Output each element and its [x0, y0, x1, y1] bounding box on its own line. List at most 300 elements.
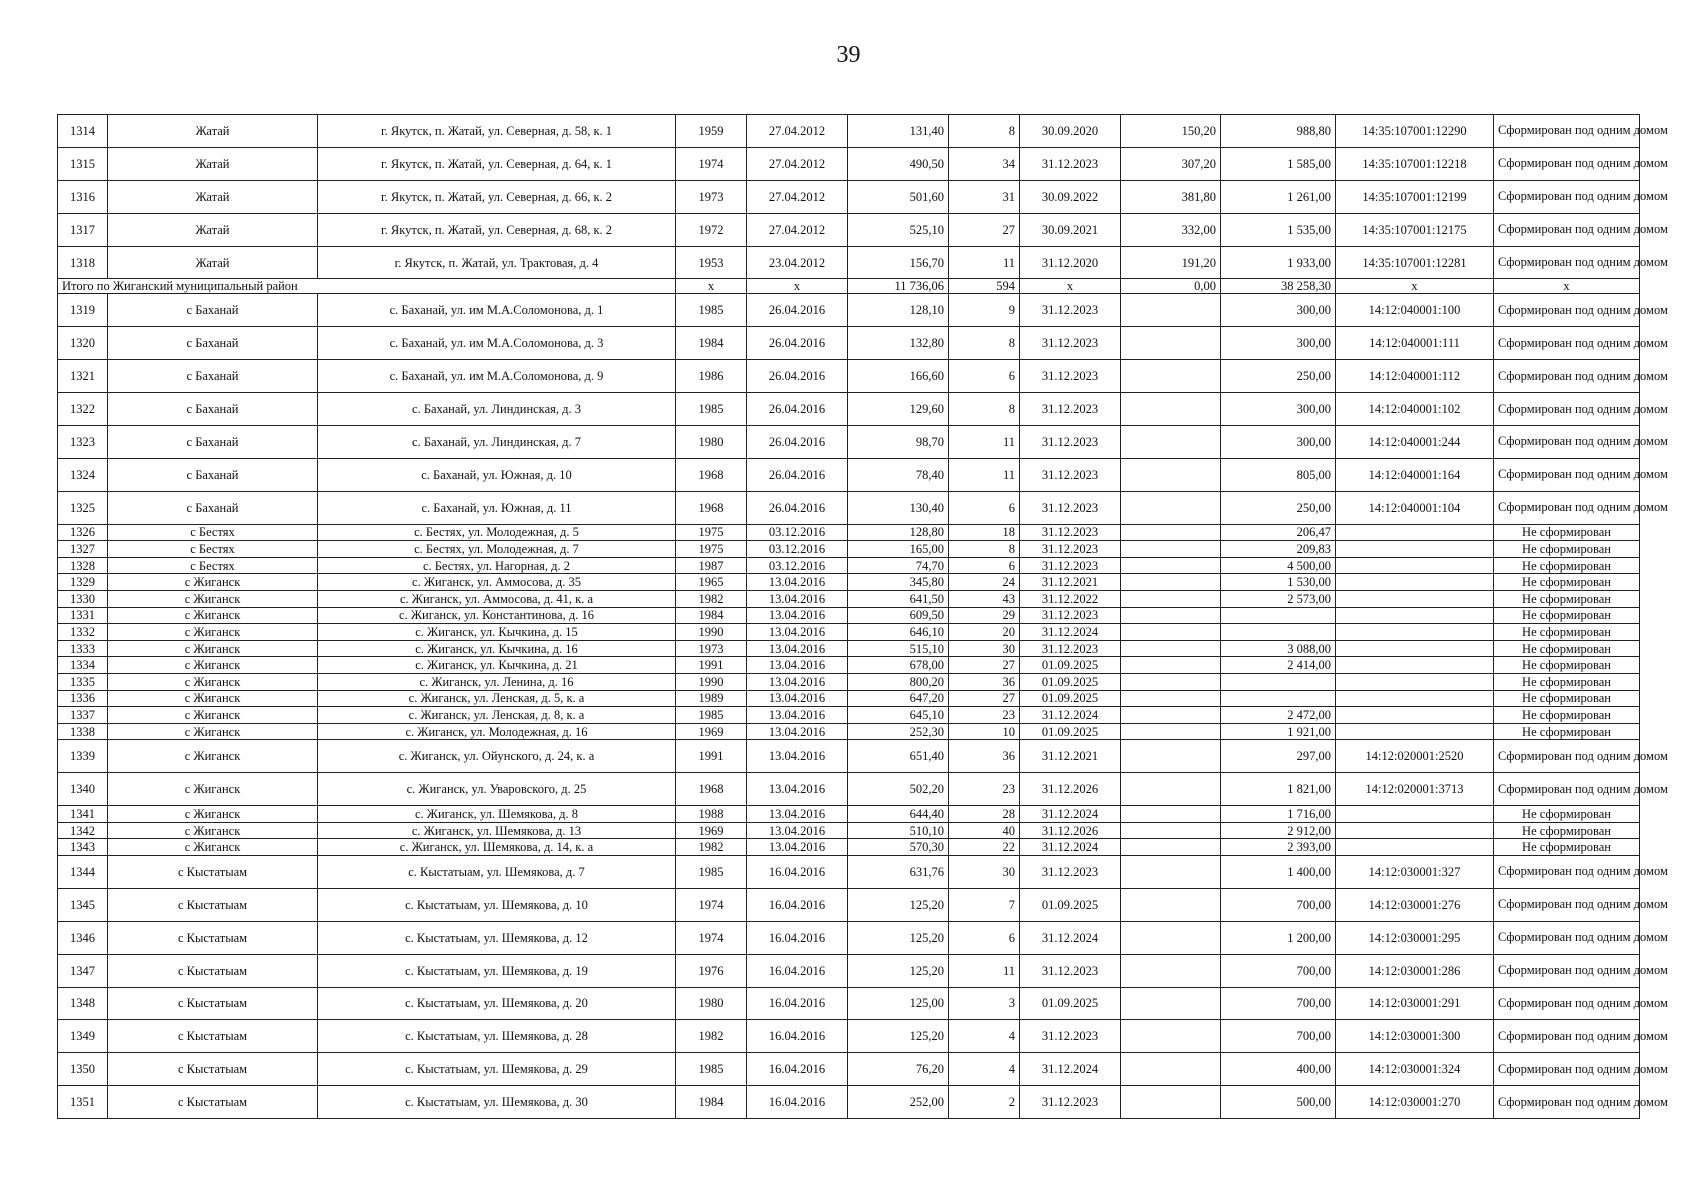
settlement-cell: с Жиганск: [108, 657, 318, 674]
cadastral-number-cell: 14:12:030001:324: [1336, 1053, 1494, 1086]
deadline-cell: 31.12.2023: [1020, 1020, 1121, 1053]
recognition-date-cell: 16.04.2016: [747, 987, 848, 1020]
recognition-date-cell: 26.04.2016: [747, 426, 848, 459]
status-cell: Сформирован под одним домом: [1494, 294, 1640, 327]
address-cell: с. Кыстатыам, ул. Шемякова, д. 7: [318, 855, 676, 888]
cadastral-number-cell: [1336, 723, 1494, 740]
build-year-cell: 1990: [676, 674, 747, 691]
table-row: [58, 888, 1640, 921]
land-area-cell: [1121, 458, 1221, 491]
recognition-date-cell: 27.04.2012: [747, 115, 848, 148]
cadastral-number-cell: 14:12:040001:104: [1336, 491, 1494, 524]
settlement-cell: с Кыстатыам: [108, 987, 318, 1020]
address-cell: с. Бестях, ул. Молодежная, д. 7: [318, 541, 676, 558]
housing-registry-table: [57, 114, 1668, 1119]
status-cell: Не сформирован: [1494, 806, 1640, 823]
living-area-cell: 502,20: [848, 773, 949, 806]
deadline-cell: 01.09.2025: [1020, 723, 1121, 740]
cadastral-number-cell: 14:35:107001:12290: [1336, 115, 1494, 148]
row-number-cell: 1317: [58, 213, 108, 246]
deadline-cell: 31.12.2021: [1020, 740, 1121, 773]
deadline-cell: 31.12.2023: [1020, 294, 1121, 327]
address-cell: с. Жиганск, ул. Шемякова, д. 8: [318, 806, 676, 823]
residents-cell: 11: [949, 426, 1020, 459]
address-cell: г. Якутск, п. Жатай, ул. Северная, д. 66, к. 2: [318, 180, 676, 213]
row-number-cell: 1347: [58, 954, 108, 987]
living-area-cell: 125,00: [848, 987, 949, 1020]
settlement-cell: с Баханай: [108, 327, 318, 360]
status-cell: Сформирован под одним домом: [1494, 987, 1640, 1020]
living-area-cell: 800,20: [848, 674, 949, 691]
settlement-cell: с Баханай: [108, 491, 318, 524]
residents-cell: 10: [949, 723, 1020, 740]
deadline-cell: 31.12.2023: [1020, 1086, 1121, 1119]
subtotal-recognition-date-cell: x: [747, 279, 848, 294]
cost-cell: 1 530,00: [1221, 574, 1336, 591]
deadline-cell: 31.12.2023: [1020, 426, 1121, 459]
settlement-cell: с Жиганск: [108, 773, 318, 806]
table-row: [58, 393, 1640, 426]
status-cell: Сформирован под одним домом: [1494, 773, 1640, 806]
living-area-cell: 609,50: [848, 607, 949, 624]
deadline-cell: 31.12.2024: [1020, 806, 1121, 823]
living-area-cell: 125,20: [848, 888, 949, 921]
cadastral-number-cell: 14:12:040001:112: [1336, 360, 1494, 393]
subtotal-cost-cell: 38 258,30: [1221, 279, 1336, 294]
build-year-cell: 1972: [676, 213, 747, 246]
settlement-cell: с Бестях: [108, 541, 318, 558]
build-year-cell: 1985: [676, 1053, 747, 1086]
status-cell: Сформирован под одним домом: [1494, 115, 1640, 148]
recognition-date-cell: 13.04.2016: [747, 674, 848, 691]
table-row: [58, 294, 1640, 327]
recognition-date-cell: 16.04.2016: [747, 1086, 848, 1119]
table-row: [58, 855, 1640, 888]
row-number-cell: 1329: [58, 574, 108, 591]
address-cell: с. Кыстатыам, ул. Шемякова, д. 28: [318, 1020, 676, 1053]
deadline-cell: 31.12.2024: [1020, 707, 1121, 724]
row-number-cell: 1341: [58, 806, 108, 823]
residents-cell: 6: [949, 491, 1020, 524]
living-area-cell: 125,20: [848, 921, 949, 954]
deadline-cell: 30.09.2021: [1020, 213, 1121, 246]
cadastral-number-cell: [1336, 640, 1494, 657]
residents-cell: 6: [949, 921, 1020, 954]
build-year-cell: 1984: [676, 327, 747, 360]
deadline-cell: 31.12.2026: [1020, 822, 1121, 839]
row-number-cell: 1327: [58, 541, 108, 558]
row-number-cell: 1346: [58, 921, 108, 954]
status-cell: Не сформирован: [1494, 557, 1640, 574]
address-cell: с. Жиганск, ул. Кычкина, д. 16: [318, 640, 676, 657]
living-area-cell: 132,80: [848, 327, 949, 360]
address-cell: г. Якутск, п. Жатай, ул. Северная, д. 58, к. 1: [318, 115, 676, 148]
recognition-date-cell: 13.04.2016: [747, 773, 848, 806]
build-year-cell: 1985: [676, 393, 747, 426]
land-area-cell: 307,20: [1121, 147, 1221, 180]
table-row: [58, 987, 1640, 1020]
deadline-cell: 30.09.2022: [1020, 180, 1121, 213]
deadline-cell: 31.12.2023: [1020, 954, 1121, 987]
living-area-cell: 651,40: [848, 740, 949, 773]
cadastral-number-cell: 14:12:030001:295: [1336, 921, 1494, 954]
settlement-cell: с Жиганск: [108, 640, 318, 657]
status-cell: Сформирован под одним домом: [1494, 1053, 1640, 1086]
build-year-cell: 1973: [676, 640, 747, 657]
land-area-cell: [1121, 657, 1221, 674]
cost-cell: [1221, 607, 1336, 624]
settlement-cell: с Кыстатыам: [108, 1053, 318, 1086]
residents-cell: 27: [949, 690, 1020, 707]
row-number-cell: 1338: [58, 723, 108, 740]
living-area-cell: 570,30: [848, 839, 949, 856]
address-cell: с. Бестях, ул. Нагорная, д. 2: [318, 557, 676, 574]
residents-cell: 4: [949, 1020, 1020, 1053]
build-year-cell: 1982: [676, 1020, 747, 1053]
cost-cell: [1221, 624, 1336, 641]
status-cell: Сформирован под одним домом: [1494, 1020, 1640, 1053]
address-cell: с. Баханай, ул. Южная, д. 10: [318, 458, 676, 491]
build-year-cell: 1982: [676, 839, 747, 856]
settlement-cell: с Баханай: [108, 294, 318, 327]
living-area-cell: 129,60: [848, 393, 949, 426]
settlement-cell: с Кыстатыам: [108, 888, 318, 921]
row-number-cell: 1325: [58, 491, 108, 524]
table-row: [58, 426, 1640, 459]
table-row: [58, 921, 1640, 954]
address-cell: с. Баханай, ул. им М.А.Соломонова, д. 1: [318, 294, 676, 327]
subtotal-land-area-cell: 0,00: [1121, 279, 1221, 294]
settlement-cell: с Жиганск: [108, 591, 318, 608]
cost-cell: 2 472,00: [1221, 707, 1336, 724]
living-area-cell: 156,70: [848, 246, 949, 279]
residents-cell: 30: [949, 640, 1020, 657]
residents-cell: 2: [949, 1086, 1020, 1119]
cadastral-number-cell: 14:12:030001:286: [1336, 954, 1494, 987]
residents-cell: 7: [949, 888, 1020, 921]
settlement-cell: с Жиганск: [108, 574, 318, 591]
table-row: [58, 640, 1640, 657]
settlement-cell: с Жиганск: [108, 822, 318, 839]
deadline-cell: 31.12.2024: [1020, 921, 1121, 954]
build-year-cell: 1990: [676, 624, 747, 641]
address-cell: с. Баханай, ул. Линдинская, д. 7: [318, 426, 676, 459]
status-cell: Сформирован под одним домом: [1494, 426, 1640, 459]
living-area-cell: 165,00: [848, 541, 949, 558]
table-row: [58, 954, 1640, 987]
recognition-date-cell: 23.04.2012: [747, 246, 848, 279]
row-number-cell: 1349: [58, 1020, 108, 1053]
deadline-cell: 31.12.2023: [1020, 524, 1121, 541]
row-number-cell: 1335: [58, 674, 108, 691]
build-year-cell: 1984: [676, 607, 747, 624]
recognition-date-cell: 26.04.2016: [747, 327, 848, 360]
cadastral-number-cell: 14:35:107001:12281: [1336, 246, 1494, 279]
residents-cell: 11: [949, 954, 1020, 987]
residents-cell: 3: [949, 987, 1020, 1020]
deadline-cell: 31.12.2023: [1020, 557, 1121, 574]
subtotal-residents-cell: 594: [949, 279, 1020, 294]
row-number-cell: 1322: [58, 393, 108, 426]
deadline-cell: 30.09.2020: [1020, 115, 1121, 148]
build-year-cell: 1969: [676, 723, 747, 740]
table-row: [58, 491, 1640, 524]
living-area-cell: 345,80: [848, 574, 949, 591]
table-row: [58, 115, 1640, 148]
cadastral-number-cell: 14:12:040001:100: [1336, 294, 1494, 327]
row-number-cell: 1316: [58, 180, 108, 213]
settlement-cell: с Жиганск: [108, 806, 318, 823]
recognition-date-cell: 03.12.2016: [747, 541, 848, 558]
deadline-cell: 31.12.2023: [1020, 491, 1121, 524]
table-row: [58, 1020, 1640, 1053]
address-cell: с. Жиганск, ул. Шемякова, д. 14, к. а: [318, 839, 676, 856]
land-area-cell: [1121, 491, 1221, 524]
row-number-cell: 1333: [58, 640, 108, 657]
build-year-cell: 1985: [676, 294, 747, 327]
cost-cell: 700,00: [1221, 954, 1336, 987]
land-area-cell: [1121, 393, 1221, 426]
cost-cell: 1 261,00: [1221, 180, 1336, 213]
recognition-date-cell: 26.04.2016: [747, 360, 848, 393]
recognition-date-cell: 16.04.2016: [747, 1020, 848, 1053]
land-area-cell: [1121, 954, 1221, 987]
row-number-cell: 1332: [58, 624, 108, 641]
table-row: [58, 327, 1640, 360]
living-area-cell: 678,00: [848, 657, 949, 674]
build-year-cell: 1968: [676, 458, 747, 491]
status-cell: Сформирован под одним домом: [1494, 327, 1640, 360]
land-area-cell: [1121, 1020, 1221, 1053]
living-area-cell: 631,76: [848, 855, 949, 888]
residents-cell: 43: [949, 591, 1020, 608]
row-number-cell: 1343: [58, 839, 108, 856]
cost-cell: 2 414,00: [1221, 657, 1336, 674]
row-number-cell: 1321: [58, 360, 108, 393]
residents-cell: 34: [949, 147, 1020, 180]
row-number-cell: 1328: [58, 557, 108, 574]
cadastral-number-cell: 14:35:107001:12175: [1336, 213, 1494, 246]
deadline-cell: 01.09.2025: [1020, 690, 1121, 707]
cost-cell: 250,00: [1221, 491, 1336, 524]
residents-cell: 8: [949, 393, 1020, 426]
build-year-cell: 1980: [676, 987, 747, 1020]
residents-cell: 8: [949, 541, 1020, 558]
address-cell: с. Жиганск, ул. Аммосова, д. 35: [318, 574, 676, 591]
settlement-cell: с Кыстатыам: [108, 921, 318, 954]
build-year-cell: 1985: [676, 855, 747, 888]
status-cell: Не сформирован: [1494, 640, 1640, 657]
build-year-cell: 1975: [676, 524, 747, 541]
table-row: [58, 740, 1640, 773]
table-row: [58, 657, 1640, 674]
cadastral-number-cell: 14:12:030001:276: [1336, 888, 1494, 921]
table-row: [58, 707, 1640, 724]
address-cell: с. Бестях, ул. Молодежная, д. 5: [318, 524, 676, 541]
row-number-cell: 1345: [58, 888, 108, 921]
row-number-cell: 1337: [58, 707, 108, 724]
cadastral-number-cell: [1336, 707, 1494, 724]
cadastral-number-cell: 14:12:030001:270: [1336, 1086, 1494, 1119]
settlement-cell: Жатай: [108, 213, 318, 246]
land-area-cell: [1121, 640, 1221, 657]
build-year-cell: 1976: [676, 954, 747, 987]
row-number-cell: 1342: [58, 822, 108, 839]
living-area-cell: 128,80: [848, 524, 949, 541]
address-cell: с. Жиганск, ул. Ойунского, д. 24, к. а: [318, 740, 676, 773]
land-area-cell: [1121, 607, 1221, 624]
settlement-cell: с Жиганск: [108, 707, 318, 724]
build-year-cell: 1969: [676, 822, 747, 839]
recognition-date-cell: 16.04.2016: [747, 954, 848, 987]
cadastral-number-cell: [1336, 591, 1494, 608]
address-cell: с. Кыстатыам, ул. Шемякова, д. 29: [318, 1053, 676, 1086]
status-cell: Не сформирован: [1494, 524, 1640, 541]
row-number-cell: 1350: [58, 1053, 108, 1086]
deadline-cell: 31.12.2022: [1020, 591, 1121, 608]
cost-cell: 1 716,00: [1221, 806, 1336, 823]
settlement-cell: с Жиганск: [108, 674, 318, 691]
living-area-cell: 646,10: [848, 624, 949, 641]
recognition-date-cell: 16.04.2016: [747, 921, 848, 954]
subtotal-label: Итого по Жиганский муниципальный район: [58, 279, 676, 294]
cost-cell: 700,00: [1221, 1020, 1336, 1053]
address-cell: с. Баханай, ул. Южная, д. 11: [318, 491, 676, 524]
settlement-cell: с Жиганск: [108, 624, 318, 641]
status-cell: Сформирован под одним домом: [1494, 180, 1640, 213]
subtotal-deadline-cell: x: [1020, 279, 1121, 294]
settlement-cell: с Баханай: [108, 393, 318, 426]
cadastral-number-cell: 14:12:030001:291: [1336, 987, 1494, 1020]
living-area-cell: 74,70: [848, 557, 949, 574]
cost-cell: 206,47: [1221, 524, 1336, 541]
address-cell: г. Якутск, п. Жатай, ул. Трактовая, д. 4: [318, 246, 676, 279]
row-number-cell: 1336: [58, 690, 108, 707]
cost-cell: 700,00: [1221, 987, 1336, 1020]
status-cell: Не сформирован: [1494, 657, 1640, 674]
build-year-cell: 1974: [676, 147, 747, 180]
land-area-cell: [1121, 707, 1221, 724]
residents-cell: 9: [949, 294, 1020, 327]
cadastral-number-cell: [1336, 574, 1494, 591]
address-cell: с. Жиганск, ул. Молодежная, д. 16: [318, 723, 676, 740]
status-cell: Не сформирован: [1494, 574, 1640, 591]
settlement-cell: Жатай: [108, 115, 318, 148]
cost-cell: 1 821,00: [1221, 773, 1336, 806]
settlement-cell: с Баханай: [108, 360, 318, 393]
residents-cell: 11: [949, 458, 1020, 491]
cost-cell: 2 573,00: [1221, 591, 1336, 608]
row-number-cell: 1323: [58, 426, 108, 459]
deadline-cell: 01.09.2025: [1020, 987, 1121, 1020]
residents-cell: 4: [949, 1053, 1020, 1086]
recognition-date-cell: 13.04.2016: [747, 657, 848, 674]
settlement-cell: с Жиганск: [108, 723, 318, 740]
table-row: [58, 574, 1640, 591]
row-number-cell: 1339: [58, 740, 108, 773]
build-year-cell: 1989: [676, 690, 747, 707]
living-area-cell: 130,40: [848, 491, 949, 524]
cost-cell: 300,00: [1221, 294, 1336, 327]
cadastral-number-cell: [1336, 624, 1494, 641]
settlement-cell: Жатай: [108, 180, 318, 213]
recognition-date-cell: 26.04.2016: [747, 491, 848, 524]
row-number-cell: 1340: [58, 773, 108, 806]
row-number-cell: 1330: [58, 591, 108, 608]
cadastral-number-cell: [1336, 607, 1494, 624]
land-area-cell: [1121, 921, 1221, 954]
table-row: [58, 624, 1640, 641]
residents-cell: 29: [949, 607, 1020, 624]
residents-cell: 40: [949, 822, 1020, 839]
row-number-cell: 1334: [58, 657, 108, 674]
build-year-cell: 1975: [676, 541, 747, 558]
row-number-cell: 1318: [58, 246, 108, 279]
cadastral-number-cell: [1336, 690, 1494, 707]
land-area-cell: [1121, 839, 1221, 856]
subtotal-row: [58, 279, 1640, 294]
cost-cell: 1 535,00: [1221, 213, 1336, 246]
land-area-cell: [1121, 773, 1221, 806]
build-year-cell: 1991: [676, 657, 747, 674]
status-cell: Сформирован под одним домом: [1494, 954, 1640, 987]
status-cell: Не сформирован: [1494, 541, 1640, 558]
status-cell: Сформирован под одним домом: [1494, 740, 1640, 773]
cadastral-number-cell: [1336, 541, 1494, 558]
status-cell: Сформирован под одним домом: [1494, 246, 1640, 279]
living-area-cell: 252,00: [848, 1086, 949, 1119]
land-area-cell: [1121, 888, 1221, 921]
land-area-cell: [1121, 624, 1221, 641]
status-cell: Не сформирован: [1494, 707, 1640, 724]
build-year-cell: 1984: [676, 1086, 747, 1119]
subtotal-build-year-cell: x: [676, 279, 747, 294]
cost-cell: 4 500,00: [1221, 557, 1336, 574]
living-area-cell: 510,10: [848, 822, 949, 839]
cadastral-number-cell: [1336, 839, 1494, 856]
cost-cell: 1 921,00: [1221, 723, 1336, 740]
address-cell: с. Жиганск, ул. Ленская, д. 5, к. а: [318, 690, 676, 707]
recognition-date-cell: 13.04.2016: [747, 806, 848, 823]
deadline-cell: 31.12.2023: [1020, 458, 1121, 491]
address-cell: с. Кыстатыам, ул. Шемякова, д. 10: [318, 888, 676, 921]
table-row: [58, 213, 1640, 246]
table-row: [58, 773, 1640, 806]
row-number-cell: 1314: [58, 115, 108, 148]
residents-cell: 24: [949, 574, 1020, 591]
deadline-cell: 01.09.2025: [1020, 657, 1121, 674]
settlement-cell: с Бестях: [108, 557, 318, 574]
recognition-date-cell: 13.04.2016: [747, 690, 848, 707]
table-row: [58, 180, 1640, 213]
address-cell: г. Якутск, п. Жатай, ул. Северная, д. 64, к. 1: [318, 147, 676, 180]
address-cell: г. Якутск, п. Жатай, ул. Северная, д. 68, к. 2: [318, 213, 676, 246]
residents-cell: 18: [949, 524, 1020, 541]
cadastral-number-cell: [1336, 524, 1494, 541]
recognition-date-cell: 13.04.2016: [747, 822, 848, 839]
recognition-date-cell: 13.04.2016: [747, 640, 848, 657]
table-row: [58, 541, 1640, 558]
land-area-cell: [1121, 294, 1221, 327]
cost-cell: 300,00: [1221, 327, 1336, 360]
build-year-cell: 1959: [676, 115, 747, 148]
recognition-date-cell: 13.04.2016: [747, 624, 848, 641]
build-year-cell: 1974: [676, 888, 747, 921]
deadline-cell: 31.12.2023: [1020, 855, 1121, 888]
build-year-cell: 1973: [676, 180, 747, 213]
cost-cell: 988,80: [1221, 115, 1336, 148]
recognition-date-cell: 03.12.2016: [747, 524, 848, 541]
